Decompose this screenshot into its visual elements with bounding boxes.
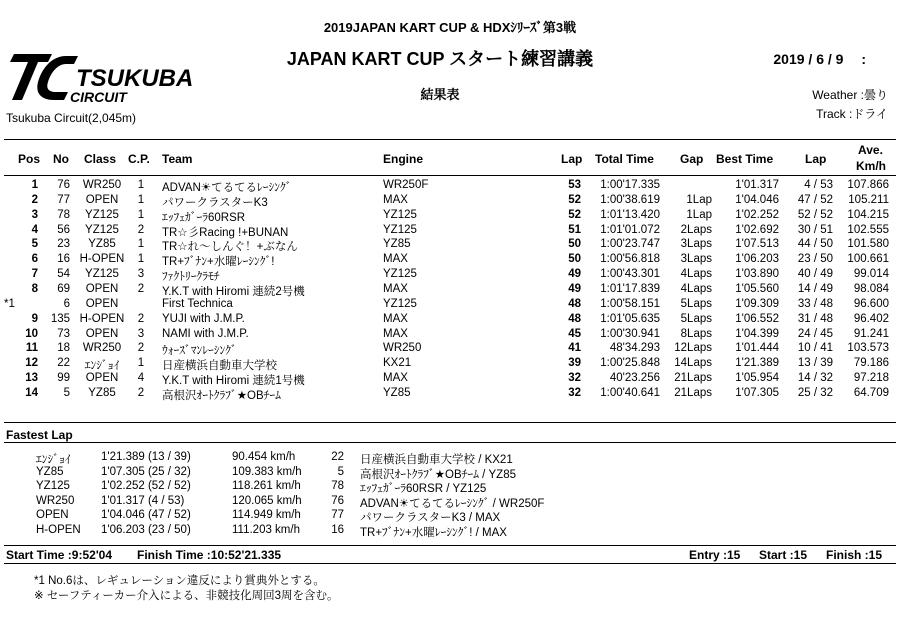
row-pos: 11: [25, 342, 38, 355]
finish-time: Finish Time :10:52'21.335: [137, 548, 282, 562]
row-gap: 4Laps: [680, 283, 712, 296]
row-lap: 49: [568, 268, 581, 281]
note-disqualification: *1 No.6は、レギュレーション違反により賞典外とする。: [34, 575, 325, 587]
row-cp: 2: [137, 283, 145, 296]
fl-speed: 111.203 km/h: [232, 523, 300, 536]
row-engine: YZ125: [383, 297, 417, 310]
row-best-time: 1'06.552: [735, 312, 779, 325]
row-cp: 1: [137, 253, 145, 266]
fl-time: 1'06.203 (23 / 50): [101, 523, 191, 536]
row-best-time: 1'04.046: [735, 193, 779, 206]
row-gap: 3Laps: [680, 253, 712, 266]
row-team: TR☆れ～しんぐ！+ぶなん: [162, 241, 298, 254]
row-best-lap: 25 / 32: [797, 387, 833, 400]
row-no: 69: [57, 283, 70, 296]
row-lap: 53: [568, 179, 581, 191]
row-lap: 50: [568, 238, 581, 251]
row-team: ｴｯﾌｪｶﾞｰﾗ60RSR: [162, 211, 246, 224]
list-item: [0, 494, 900, 510]
table-row: [0, 387, 900, 403]
row-gap: 14Laps: [674, 357, 712, 370]
table-row: [0, 283, 900, 299]
divider: [4, 175, 896, 176]
row-no: 99: [57, 372, 70, 385]
fl-time: 1'07.305 (25 / 32): [101, 465, 191, 478]
row-class: YZ125: [85, 223, 119, 236]
row-lap: 32: [568, 387, 581, 400]
row-team: Y.K.T with Hiromi 連続2号機: [162, 286, 305, 299]
divider: [4, 422, 896, 423]
row-class: OPEN: [85, 283, 119, 296]
fl-no: 76: [331, 494, 344, 507]
row-class: YZ85: [88, 387, 116, 400]
row-no: 78: [57, 208, 70, 221]
fl-team: パワークラスターK3 / MAX: [360, 512, 501, 524]
row-lap: 48: [568, 312, 581, 325]
row-best-lap: 44 / 50: [797, 238, 833, 251]
row-gap: 1Lap: [686, 193, 712, 206]
entry-count: Entry :15: [689, 548, 741, 562]
fl-speed: 114.949 km/h: [232, 509, 301, 521]
row-engine: YZ125: [383, 268, 417, 281]
row-ave-speed: 64.709: [853, 387, 889, 400]
row-team: 日産横浜自動車大学校: [162, 360, 277, 373]
table-row: [0, 253, 900, 269]
row-no: 56: [57, 223, 70, 236]
row-lap: 39: [568, 357, 581, 370]
list-item: [0, 509, 900, 524]
row-lap: 32: [568, 372, 581, 385]
fl-team: ｴｯﾌｪｶﾞｰﾗ60RSR / YZ125: [360, 483, 487, 495]
row-engine: YZ125: [383, 208, 417, 221]
row-pos: 14: [25, 387, 38, 400]
row-gap: 1Lap: [686, 208, 712, 221]
table-row: [0, 238, 900, 254]
row-pos: 7: [31, 268, 38, 281]
row-best-lap: 4 / 53: [804, 179, 833, 191]
row-class: YZ85: [88, 238, 116, 251]
row-engine: MAX: [383, 193, 408, 206]
row-engine: WR250: [383, 342, 422, 355]
row-cp: 1: [137, 357, 145, 370]
svg-text:CIRCUIT: CIRCUIT: [70, 89, 127, 105]
col-best-lap: Lap: [805, 152, 827, 166]
row-gap: 12Laps: [674, 342, 712, 355]
row-lap: 49: [568, 283, 581, 296]
row-lap: 51: [568, 223, 581, 236]
row-ave-speed: 98.084: [853, 283, 889, 296]
col-total-time: Total Time: [595, 152, 654, 166]
row-ave-speed: 79.186: [853, 357, 889, 370]
fl-time: 1'01.317 (4 / 53): [101, 494, 185, 507]
row-best-lap: 14 / 32: [797, 372, 833, 385]
fl-no: 78: [331, 480, 344, 492]
row-best-lap: 23 / 50: [797, 253, 833, 266]
col-team: Team: [162, 152, 193, 166]
fl-team: TR+ﾌﾞﾅﾝ+水曜ﾚｰｼﾝｸﾞ! / MAX: [360, 526, 507, 539]
row-class: OPEN: [85, 297, 119, 310]
row-class: WR250: [82, 179, 122, 191]
row-best-lap: 47 / 52: [797, 193, 833, 206]
row-pos: 1: [31, 179, 38, 191]
row-no: 22: [57, 357, 70, 370]
row-no: 5: [63, 387, 70, 400]
row-lap: 41: [568, 342, 581, 355]
row-pos: 9: [31, 312, 38, 325]
list-item: [0, 451, 900, 466]
row-engine: MAX: [383, 327, 408, 340]
row-class: H-OPEN: [79, 253, 125, 266]
row-best-lap: 52 / 52: [797, 208, 833, 221]
finish-count: Finish :15: [826, 548, 883, 562]
row-class: H-OPEN: [79, 312, 125, 325]
row-cp: 1: [137, 238, 145, 251]
divider: [4, 442, 896, 443]
row-best-lap: 13 / 39: [797, 357, 833, 370]
row-cp: 3: [137, 268, 145, 281]
row-ave-speed: 107.866: [847, 179, 889, 191]
table-row: [0, 208, 900, 224]
table-row: [0, 298, 900, 310]
table-row: [0, 328, 900, 340]
col-class: Class: [84, 152, 117, 166]
row-pos: 8: [31, 283, 38, 296]
row-pos: 3: [31, 208, 38, 221]
row-best-time: 1'01.317: [735, 179, 779, 191]
row-class: OPEN: [85, 193, 119, 206]
table-row: [0, 268, 900, 284]
row-class: ｴﾝｼﾞｮｲ: [84, 360, 120, 373]
row-class: YZ125: [85, 268, 119, 281]
row-total-time: 48'34.293: [609, 342, 660, 355]
row-pos: 6: [31, 253, 38, 266]
row-best-lap: 31 / 48: [797, 312, 833, 325]
col-no: No: [53, 152, 69, 166]
fl-no: 22: [331, 451, 344, 463]
row-engine: YZ85: [383, 238, 411, 251]
row-no: 73: [57, 327, 70, 340]
row-pos: 4: [31, 223, 38, 236]
col-lap: Lap: [561, 152, 583, 166]
row-ave-speed: 103.573: [847, 342, 889, 355]
row-no: 6: [63, 297, 70, 310]
row-lap: 50: [568, 253, 581, 266]
row-pos: 13: [25, 372, 38, 385]
row-team: YUJI with J.M.P.: [162, 312, 245, 325]
row-team: ｳｫｰｽﾞﾏﾝﾚｰｼﾝｸﾞ: [162, 345, 237, 358]
row-lap: 52: [568, 193, 581, 206]
row-gap: 21Laps: [674, 387, 712, 400]
row-engine: WR250F: [383, 179, 429, 191]
row-class: OPEN: [85, 327, 119, 340]
row-engine: KX21: [383, 357, 412, 370]
row-total-time: 1:00'56.818: [600, 253, 660, 266]
fl-class: WR250: [36, 494, 75, 507]
row-ave-speed: 104.215: [847, 208, 889, 221]
list-item: [0, 523, 900, 539]
row-gap: 5Laps: [680, 297, 712, 310]
row-pos: 12: [25, 357, 38, 370]
fl-team: 日産横浜自動車大学校 / KX21: [360, 454, 513, 466]
row-total-time: 1:01'17.839: [600, 283, 660, 296]
row-cp: 2: [137, 387, 145, 400]
row-team: Y.K.T with Hiromi 連続1号機: [162, 375, 305, 388]
row-best-time: 1'21.389: [735, 357, 779, 370]
fl-no: 16: [331, 523, 344, 536]
fl-speed: 120.065 km/h: [232, 494, 302, 507]
col-gap: Gap: [680, 152, 704, 166]
fl-time: 1'21.389 (13 / 39): [101, 451, 191, 463]
row-best-lap: 10 / 41: [797, 342, 833, 355]
row-best-time: 1'02.252: [735, 208, 779, 221]
row-pos: 2: [31, 193, 38, 206]
row-no: 54: [57, 268, 70, 281]
fl-class: ｴﾝｼﾞｮｲ: [36, 454, 71, 466]
table-row: [0, 223, 900, 239]
row-no: 77: [57, 193, 70, 206]
row-class: OPEN: [85, 372, 119, 385]
row-team: パワークラスターK3: [162, 196, 268, 209]
col-engine: Engine: [383, 152, 424, 166]
divider: [4, 139, 896, 140]
row-ave-speed: 99.014: [853, 268, 889, 281]
row-total-time: 1:00'43.301: [600, 268, 660, 281]
row-lap: 52: [568, 208, 581, 221]
row-pos: 5: [31, 238, 38, 251]
tsukuba-circuit-logo: [8, 48, 208, 106]
series-title: 2019JAPAN KART CUP & HDXｼﾘｰｽﾞ第3戦: [323, 20, 577, 35]
fl-no: 77: [331, 509, 344, 521]
row-total-time: 40'23.256: [609, 372, 660, 385]
row-team: TR+ﾌﾞﾅﾝ+水曜ﾚｰｼﾝｸﾞ!: [162, 256, 275, 269]
row-cp: 1: [137, 193, 145, 206]
row-total-time: 1:00'30.941: [600, 327, 660, 340]
row-team: ﾌｧｸﾄﾘｰｸﾗﾓﾁ: [162, 271, 220, 284]
list-item: [0, 465, 900, 481]
row-cp: 2: [137, 312, 145, 325]
weather-info: Weather :曇り: [812, 88, 888, 102]
row-best-time: 1'05.560: [735, 283, 779, 296]
row-gap: 21Laps: [674, 372, 712, 385]
fl-class: YZ85: [36, 465, 64, 478]
row-total-time: 1:00'25.848: [600, 357, 660, 370]
row-no: 76: [57, 179, 70, 191]
divider: [4, 545, 896, 546]
row-gap: 5Laps: [680, 312, 712, 325]
row-cp: 2: [137, 342, 145, 355]
row-ave-speed: 102.555: [847, 223, 889, 236]
row-cp: 3: [137, 327, 145, 340]
row-no: 135: [50, 312, 70, 325]
row-best-time: 1'03.890: [735, 268, 779, 281]
row-ave-speed: 101.580: [847, 238, 889, 251]
table-row: [0, 193, 900, 209]
fl-speed: 90.454 km/h: [232, 451, 296, 463]
fl-class: YZ125: [36, 480, 70, 492]
fl-speed: 109.383 km/h: [232, 465, 302, 478]
row-best-time: 1'04.399: [735, 327, 779, 340]
results-subtitle: 結果表: [420, 87, 460, 102]
row-ave-speed: 100.661: [847, 253, 889, 266]
col-pos: Pos: [18, 152, 41, 166]
row-class: YZ125: [85, 208, 119, 221]
row-cp: 1: [137, 179, 145, 191]
row-engine: MAX: [383, 312, 408, 325]
row-engine: MAX: [383, 283, 408, 296]
row-total-time: 1:01'05.635: [600, 312, 660, 325]
row-cp: 1: [137, 208, 145, 221]
start-time: Start Time :9:52'04: [6, 548, 113, 562]
row-engine: YZ85: [383, 387, 411, 400]
row-pos: 10: [25, 327, 38, 340]
table-row: [0, 357, 900, 373]
row-total-time: 1:00'38.619: [600, 193, 660, 206]
row-engine: MAX: [383, 253, 408, 266]
fl-class: H-OPEN: [36, 523, 81, 536]
row-ave-speed: 97.218: [853, 372, 889, 385]
row-best-time: 1'05.954: [735, 372, 779, 385]
note-safety-car: ※ セーフティーカー介入による、非競技化周回3周を含む。: [34, 590, 339, 602]
row-best-time: 1'09.309: [735, 297, 779, 310]
row-total-time: 1:00'17.335: [600, 179, 660, 191]
row-team: 高根沢ｵｰﾄｸﾗﾌﾞ★OBﾁｰﾑ: [162, 390, 281, 403]
row-no: 18: [57, 342, 70, 355]
circuit-name: Tsukuba Circuit(2,045m): [6, 111, 137, 125]
col-cp: C.P.: [128, 152, 150, 166]
row-lap: 45: [568, 327, 581, 340]
row-team: TR☆彡Racing !+BUNAN: [162, 226, 289, 239]
tc-logo-icon: [8, 48, 208, 106]
row-ave-speed: 96.600: [853, 297, 889, 310]
page-title: JAPAN KART CUP スタート練習講義: [286, 49, 594, 69]
row-gap: 2Laps: [680, 223, 712, 236]
fl-team: 高根沢ｵｰﾄｸﾗﾌﾞ★OBﾁｰﾑ / YZ85: [360, 468, 516, 481]
row-gap: 3Laps: [680, 238, 712, 251]
fastest-lap-title: Fastest Lap: [6, 428, 73, 442]
row-team: First Technica: [162, 297, 233, 310]
row-ave-speed: 105.211: [848, 193, 889, 206]
fl-time: 1'02.252 (52 / 52): [101, 480, 191, 492]
row-total-time: 1:00'58.151: [600, 297, 660, 310]
row-best-lap: 24 / 45: [797, 327, 833, 340]
row-no: 16: [57, 253, 70, 266]
row-gap: 8Laps: [680, 327, 712, 340]
row-team: ADVAN☀てるてるﾚｰｼﾝｸﾞ: [162, 182, 292, 194]
row-cp: 2: [137, 223, 145, 236]
row-total-time: 1:00'40.641: [600, 387, 660, 400]
row-best-time: 1'01.444: [735, 342, 779, 355]
row-no: 23: [57, 238, 70, 251]
col-kmh: Km/h: [856, 159, 886, 173]
row-total-time: 1:00'23.747: [600, 238, 660, 251]
row-best-time: 1'06.203: [735, 253, 779, 266]
fl-no: 5: [337, 465, 344, 478]
track-info: Track :ドライ: [816, 107, 888, 121]
row-engine: MAX: [383, 372, 408, 385]
row-team: NAMI with J.M.P.: [162, 327, 249, 340]
table-row: [0, 372, 900, 388]
row-lap: 48: [568, 297, 581, 310]
col-best-time: Best Time: [716, 152, 774, 166]
fl-class: OPEN: [36, 509, 69, 521]
table-row: [0, 342, 900, 358]
row-gap: 4Laps: [680, 268, 712, 281]
row-best-lap: 33 / 48: [797, 297, 833, 310]
start-count: Start :15: [759, 548, 808, 562]
row-best-time: 1'07.305: [735, 387, 779, 400]
row-ave-speed: 96.402: [853, 312, 889, 325]
row-ave-speed: 91.241: [853, 327, 889, 340]
row-total-time: 1:01'01.072: [600, 223, 660, 236]
table-row: [0, 179, 900, 194]
row-best-lap: 14 / 49: [797, 283, 833, 296]
row-best-time: 1'07.513: [735, 238, 779, 251]
col-ave: Ave.: [858, 143, 883, 157]
row-total-time: 1:01'13.420: [600, 208, 660, 221]
list-item: [0, 480, 900, 495]
row-engine: YZ125: [383, 223, 417, 236]
fl-speed: 118.261 km/h: [232, 480, 301, 492]
row-cp: 4: [137, 372, 145, 385]
row-best-lap: 40 / 49: [797, 268, 833, 281]
row-note: *1: [4, 297, 15, 310]
svg-text:TSUKUBA: TSUKUBA: [76, 65, 194, 92]
table-row: [0, 313, 900, 325]
row-class: WR250: [82, 342, 122, 355]
event-date: 2019 / 6 / 9 :: [773, 51, 866, 67]
divider: [4, 563, 896, 564]
row-best-time: 1'02.692: [735, 223, 779, 236]
fl-team: ADVAN☀てるてるﾚｰｼﾝｸﾞ / WR250F: [360, 497, 545, 510]
row-best-lap: 30 / 51: [797, 223, 833, 236]
fl-time: 1'04.046 (47 / 52): [101, 509, 191, 521]
